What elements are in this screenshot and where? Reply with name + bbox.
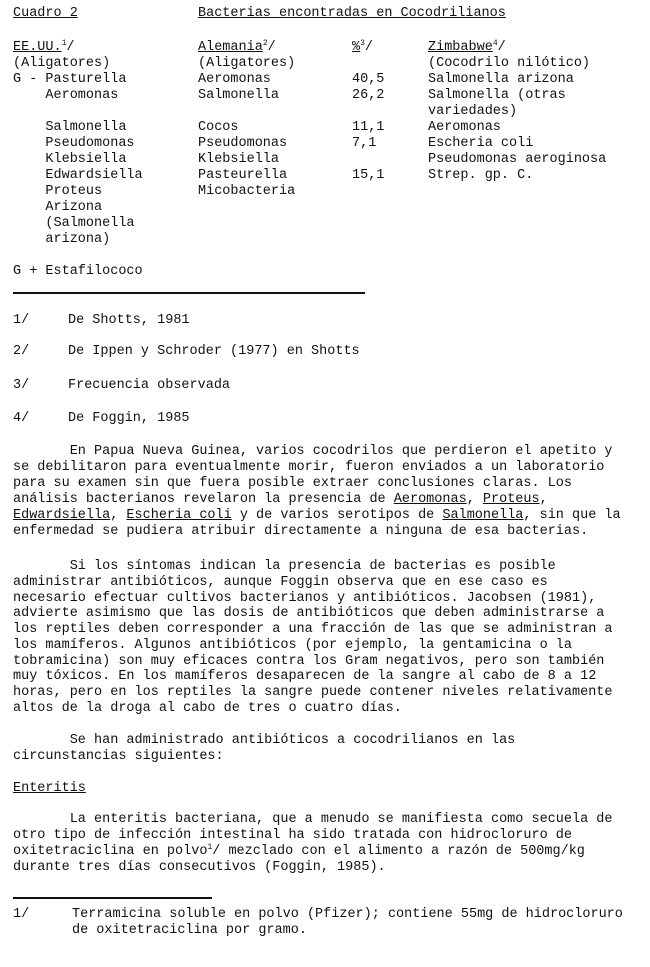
table-cell: 40,5 <box>352 72 385 87</box>
underlined-term: Edwardsiella <box>13 508 111 523</box>
underlined-term: Salmonella <box>442 508 524 523</box>
table-cell: 26,2 <box>352 88 385 103</box>
footnote-text: de oxitetraciclina por gramo. <box>72 923 307 938</box>
table-cell: (Salmonella <box>13 216 135 231</box>
footnote-divider <box>13 897 212 899</box>
section-heading: Enteritis <box>13 781 86 796</box>
footnote-text: De Foggin, 1985 <box>68 411 190 426</box>
table-cell: Escheria coli <box>428 136 534 151</box>
table-cell: 15,1 <box>352 168 385 183</box>
text-segment: , <box>466 492 483 507</box>
underlined-term: Proteus <box>482 492 540 507</box>
footnote-ref: 3 <box>360 39 365 48</box>
text-segment: , sin que la <box>523 508 621 523</box>
text-line: los reptiles deben corresponder a una fracción de las que se administran a <box>13 622 613 637</box>
column-header-name: EE.UU. <box>13 40 62 55</box>
text-line: durante tres días consecutivos (Foggin, 1985). <box>13 860 386 875</box>
text-line: Si los síntomas indican la presencia de bacterias es posible <box>13 559 556 574</box>
column-header-slash: / <box>497 40 506 55</box>
text-line: otro tipo de infección intestinal ha sido tratada con hidrocloruro de <box>13 828 572 843</box>
text-line: La enteritis bacteriana, que a menudo se manifiesta como secuela de <box>13 812 613 827</box>
text-line: muy tóxicos. En los mamíferos desaparecen de la sangre al cabo de 8 a 12 <box>13 669 597 685</box>
column-header <box>198 40 276 56</box>
footnote-mark-text: 2/ <box>13 344 30 359</box>
table-cell: variedades) <box>428 104 518 119</box>
text-line: enfermedad se pudiera atribuir directamente a ninguna de esa bacterias. <box>13 524 589 539</box>
table-cell: Edwardsiella <box>13 168 143 183</box>
column-header-slash: / <box>364 40 374 55</box>
text-line <box>13 508 621 524</box>
text-segment: , <box>539 492 548 507</box>
text-segment: y de varios serotipos de <box>231 508 443 523</box>
text-segment: / mezclado con el alimento a razón de 500mg/kg <box>212 844 585 859</box>
footnote-mark-text: 3/ <box>13 378 30 393</box>
table-cell: Pasteurella <box>198 168 288 183</box>
text-line: se debilitaron para eventualmente morir, fueron enviados a un laboratorio <box>13 460 605 475</box>
footnote-mark <box>13 378 29 394</box>
column-header-name: Zimbabwe <box>428 40 493 55</box>
text-line: En Papua Nueva Guinea, varios cocodrilos que perdieron el apetito y <box>13 444 613 459</box>
table-cell: 7,1 <box>352 136 377 151</box>
footnote-ref: 4 <box>492 39 498 48</box>
table-cell: Klebsiella <box>13 152 127 167</box>
footnote-mark: 1/ <box>13 907 30 922</box>
table-cell: Pseudomonas <box>13 136 135 151</box>
text-line: horas, pero en los reptiles la sangre puede contener niveles relativamente <box>13 685 613 700</box>
table-label: Cuadro 2 <box>13 6 78 21</box>
table-cell: Arizona <box>13 200 103 215</box>
text-line: altos de la droga al cabo de tres o cuatro días. <box>13 700 402 716</box>
table-cell: Aeromonas <box>13 88 119 103</box>
column-header <box>13 40 75 56</box>
footnote-text: De Ippen y Schroder (1977) en Shotts <box>68 344 360 359</box>
text-line: advierte asimismo que las dosis de antibióticos que deben administrarse a <box>13 606 605 622</box>
text-line: para su examen sin que fuera posible extraer conclusiones claras. Los <box>13 476 572 491</box>
table-cell: Pseudomonas <box>198 136 288 151</box>
footnote-mark-text: 4/ <box>13 411 30 426</box>
text-line: tobramicina) son muy eficaces contra los Gram negativos, pero son también <box>13 653 605 669</box>
table-cell: Klebsiella <box>198 152 280 167</box>
table-cell: Salmonella (otras <box>428 88 566 103</box>
text-line: necesario efectuar cultivos bacterianos y antibióticos. Jacobsen (1981), <box>13 590 597 606</box>
table-cell: G + Estafilococo <box>13 264 143 279</box>
column-subheader: (Cocodrilo nilótico) <box>428 56 591 71</box>
footnote-ref: 2 <box>262 39 268 48</box>
text-line <box>13 844 585 860</box>
column-subheader: (Aligatores) <box>198 56 296 71</box>
underlined-term: Escheria coli <box>126 508 232 523</box>
footnote-mark <box>13 411 29 427</box>
footnote-ref: 1 <box>61 39 67 48</box>
underlined-term: Aeromonas <box>393 492 467 507</box>
table-cell: Aeromonas <box>198 72 271 87</box>
table-divider <box>13 292 365 294</box>
footnote-ref: 1 <box>207 843 213 852</box>
text-segment: análisis bacterianos revelaron la presencia de <box>13 492 394 507</box>
table-cell: Aeromonas <box>428 120 501 135</box>
table-cell: arizona) <box>13 232 111 247</box>
text-line: los mamíferos. Algunos antibióticos (por ejemplo, la gentamicina o la <box>13 637 572 653</box>
table-cell: 11,1 <box>352 120 385 135</box>
table-cell: Strep. gp. C. <box>428 168 534 183</box>
footnote-mark <box>13 313 29 329</box>
table-cell: Salmonella <box>198 88 280 103</box>
column-header-slash: / <box>267 40 276 55</box>
footnote-text: De Shotts, 1981 <box>68 313 190 328</box>
table-cell: Salmonella arizona <box>428 72 574 87</box>
table-cell: Micobacteria <box>198 184 296 199</box>
footnote-text: Terramicina soluble en polvo (Pfizer); contiene 55mg de hidrocloruro <box>72 907 623 922</box>
text-line: Se han administrado antibióticos a cocodrilianos en las <box>13 733 516 748</box>
table-cell: Proteus <box>13 184 103 199</box>
column-header-name: Alemania <box>198 40 263 55</box>
text-line: administrar antibióticos, aunque Foggin observa que en ese caso es <box>13 574 548 590</box>
text-line: circunstancias siguientes: <box>13 749 224 764</box>
table-cell: G - Pasturella <box>13 72 127 87</box>
footnote-mark-text: 1/ <box>13 313 30 328</box>
table-cell: Salmonella <box>13 120 127 135</box>
text-line <box>13 492 548 508</box>
footnote-text: Frecuencia observada <box>68 378 231 393</box>
column-subheader: (Aligatores) <box>13 56 111 71</box>
text-segment: , <box>110 508 127 523</box>
table-title: Bacterias encontradas en Cocodrilianos <box>198 6 506 21</box>
text-segment: oxitetraciclina en polvo <box>13 844 208 859</box>
column-header-name: % <box>352 40 361 55</box>
column-header-slash: / <box>66 40 75 55</box>
footnote-mark <box>13 344 29 360</box>
column-header <box>428 40 506 56</box>
table-cell: Cocos <box>198 120 239 135</box>
column-header <box>352 40 373 56</box>
table-cell: Pseudomonas aeroginosa <box>428 152 607 167</box>
